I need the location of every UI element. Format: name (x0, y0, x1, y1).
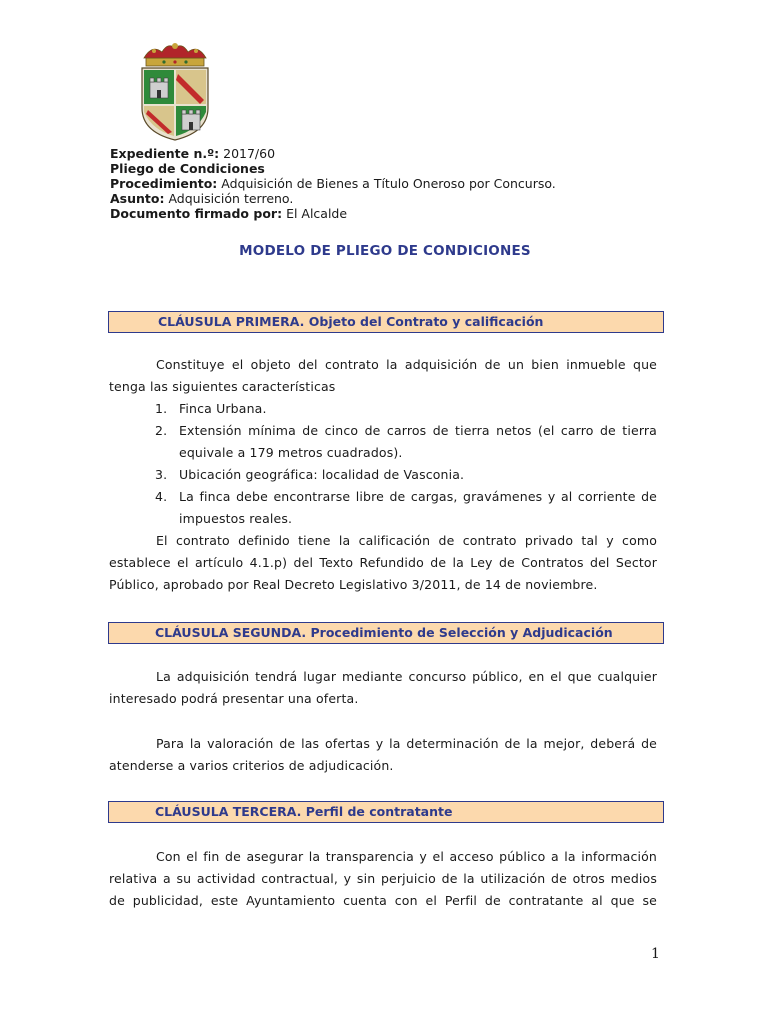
firmado-label: Documento firmado por: (110, 206, 283, 221)
clause-3-heading: CLÁUSULA TERCERA. Perfil de contratante (155, 804, 453, 819)
procedimiento-label: Procedimiento: (110, 176, 218, 191)
clause-2-heading: CLÁUSULA SEGUNDA. Procedimiento de Selección y Adjudicación (155, 625, 613, 640)
text-line: La finca debe encontrarse libre de cargas, gravámenes y al corriente de (179, 489, 657, 504)
clause-1-heading: CLÁUSULA PRIMERA. Objeto del Contrato y calificación (158, 314, 544, 329)
procedimiento-row (110, 176, 556, 191)
expediente-label: Expediente n.º: (110, 146, 220, 161)
list-item (155, 464, 657, 486)
clause-3-paragraph-1 (109, 846, 657, 912)
asunto-row (110, 191, 556, 206)
clause-1-intro (109, 354, 657, 398)
text-line: Público, aprobado por Real Decreto Legislativo 3/2011, de 14 de noviembre. (109, 577, 598, 592)
text-line: tenga las siguientes características (109, 379, 336, 394)
text-line: La adquisición tendrá lugar mediante concurso público, en el que cualquier (156, 669, 657, 684)
clause-1-list (155, 398, 657, 530)
list-number: 1. (155, 401, 168, 416)
pliego-label: Pliego de Condiciones (110, 161, 265, 176)
text-line: Extensión mínima de cinco de carros de tierra netos (el carro de tierra (179, 423, 657, 438)
text-line: Constituye el objeto del contrato la adquisición de un bien inmueble que (156, 357, 657, 372)
text-line: Ubicación geográfica: localidad de Vasconia. (179, 467, 465, 482)
clause-1-heading-box (108, 311, 664, 333)
page-number: 1 (651, 946, 660, 962)
firmado-value: El Alcalde (286, 206, 348, 221)
list-item (155, 398, 657, 420)
text-line: establece el artículo 4.1.p) del Texto Refundido de la Ley de Contratos del Sector (109, 555, 657, 570)
expediente-row (110, 146, 556, 161)
text-line: interesado podrá presentar una oferta. (109, 691, 359, 706)
coat-of-arms-icon (132, 42, 218, 142)
text-line: El contrato definido tiene la calificación de contrato privado tal y como (156, 533, 657, 548)
text-line: Con el fin de asegurar la transparencia y el acceso público a la información (156, 849, 657, 864)
expediente-value: 2017/60 (223, 146, 276, 161)
document-title: MODELO DE PLIEGO DE CONDICIONES (239, 243, 531, 259)
text-line: relativa a su actividad contractual, y sin perjuicio de la utilización de otros medios (109, 871, 657, 886)
clause-2-paragraph-2 (109, 733, 657, 777)
clause-2-heading-box (108, 622, 664, 644)
text-line: de publicidad, este Ayuntamiento cuenta con el Perfil de contratante al que se (109, 893, 657, 908)
text-line: Para la valoración de las ofertas y la determinación de la mejor, deberá de (156, 736, 657, 751)
asunto-label: Asunto: (110, 191, 165, 206)
text-line: atenderse a varios criterios de adjudicación. (109, 758, 394, 773)
clause-1-closing (109, 530, 657, 596)
document-metadata (110, 146, 556, 221)
list-number: 3. (155, 467, 168, 482)
clause-3-heading-box (108, 801, 664, 823)
list-number: 2. (155, 423, 168, 438)
text-line: Finca Urbana. (179, 401, 267, 416)
list-number: 4. (155, 489, 168, 504)
list-item (155, 420, 657, 464)
text-line: impuestos reales. (179, 511, 293, 526)
list-item (155, 486, 657, 530)
clause-2-paragraph-1 (109, 666, 657, 710)
text-line: equivale a 179 metros cuadrados). (179, 445, 403, 460)
firmado-row (110, 206, 556, 221)
procedimiento-value: Adquisición de Bienes a Título Oneroso por Concurso. (221, 176, 556, 191)
asunto-value: Adquisición terreno. (168, 191, 294, 206)
pliego-row (110, 161, 556, 176)
